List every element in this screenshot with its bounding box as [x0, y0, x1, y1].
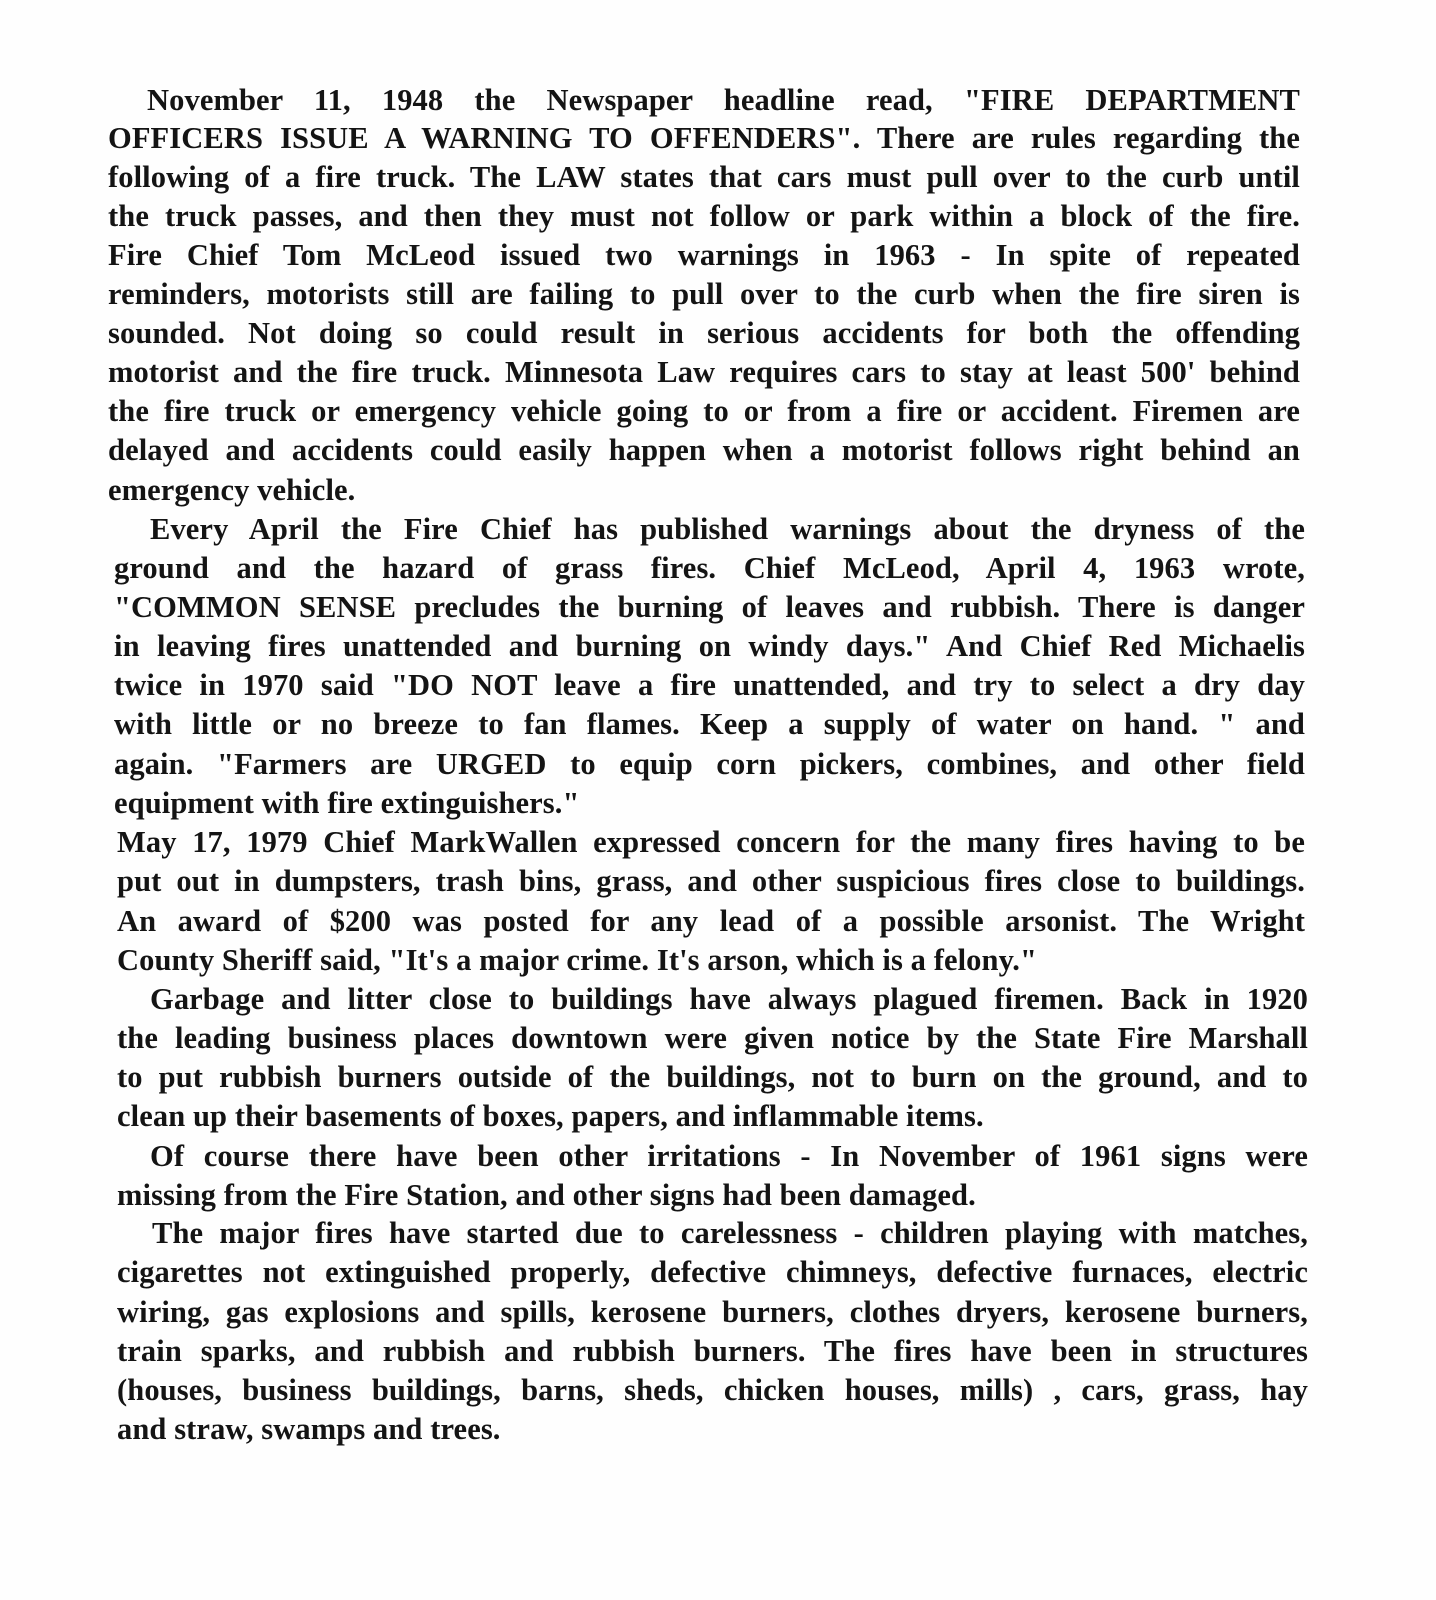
text-line: cigarettes not extinguished properly, defective chimneys, defective furnaces, electric [117, 1255, 1308, 1289]
text-line: missing from the Fire Station, and other signs had been damaged. [117, 1178, 976, 1212]
text-line: May 17, 1979 Chief MarkWallen expressed concern for the many fires having to be [117, 825, 1305, 859]
text-line: ground and the hazard of grass fires. Chief McLeod, April 4, 1963 wrote, [114, 551, 1305, 585]
text-line: following of a fire truck. The LAW states that cars must pull over to the curb until [108, 160, 1300, 194]
text-line: (houses, business buildings, barns, sheds, chicken houses, mills) , cars, grass, hay [117, 1373, 1308, 1407]
text-line: Of course there have been other irritations - In November of 1961 signs were [150, 1139, 1308, 1173]
text-line: "COMMON SENSE precludes the burning of leaves and rubbish. There is danger [114, 590, 1305, 624]
text-line: again. "Farmers are URGED to equip corn pickers, combines, and other field [114, 747, 1305, 781]
text-line: Garbage and litter close to buildings have always plagued firemen. Back in 1920 [150, 982, 1308, 1016]
text-line: delayed and accidents could easily happen when a motorist follows right behind an [108, 433, 1300, 467]
text-line: An award of $200 was posted for any lead of a possible arsonist. The Wright [117, 904, 1305, 938]
text-line: The major fires have started due to carelessness - children playing with matches, [152, 1216, 1308, 1250]
text-line: to put rubbish burners outside of the buildings, not to burn on the ground, and to [117, 1060, 1308, 1094]
text-line: put out in dumpsters, trash bins, grass, and other suspicious fires close to buildings. [117, 864, 1305, 898]
text-line: and straw, swamps and trees. [117, 1412, 501, 1446]
text-line: the leading business places downtown were given notice by the State Fire Marshall [117, 1021, 1308, 1055]
text-line: emergency vehicle. [108, 473, 356, 507]
text-line: Fire Chief Tom McLeod issued two warnings in 1963 - In spite of repeated [108, 238, 1300, 272]
text-line: November 11, 1948 the Newspaper headline read, "FIRE DEPARTMENT [147, 83, 1300, 117]
text-line: equipment with fire extinguishers." [114, 786, 580, 820]
text-line: reminders, motorists still are failing to pull over to the curb when the fire siren is [108, 277, 1300, 311]
text-line: in leaving fires unattended and burning on windy days." And Chief Red Michaelis [114, 629, 1305, 663]
text-line: OFFICERS ISSUE A WARNING TO OFFENDERS". There are rules regarding the [108, 121, 1300, 155]
text-line: the fire truck or emergency vehicle going to or from a fire or accident. Firemen are [108, 394, 1300, 428]
text-line: wiring, gas explosions and spills, kerosene burners, clothes dryers, kerosene burners, [117, 1295, 1308, 1329]
text-line: motorist and the fire truck. Minnesota Law requires cars to stay at least 500' behind [108, 355, 1300, 389]
text-line: twice in 1970 said "DO NOT leave a fire unattended, and try to select a dry day [114, 668, 1305, 702]
text-line: with little or no breeze to fan flames. Keep a supply of water on hand. " and [114, 707, 1305, 741]
text-line: County Sheriff said, "It's a major crime. It's arson, which is a felony." [117, 943, 1038, 977]
text-line: sounded. Not doing so could result in serious accidents for both the offending [108, 316, 1300, 350]
text-line: the truck passes, and then they must not follow or park within a block of the fire. [108, 199, 1300, 233]
text-line: clean up their basements of boxes, papers, and inflammable items. [117, 1099, 984, 1133]
text-line: train sparks, and rubbish and rubbish burners. The fires have been in structures [117, 1334, 1308, 1368]
text-line: Every April the Fire Chief has published warnings about the dryness of the [150, 512, 1305, 546]
